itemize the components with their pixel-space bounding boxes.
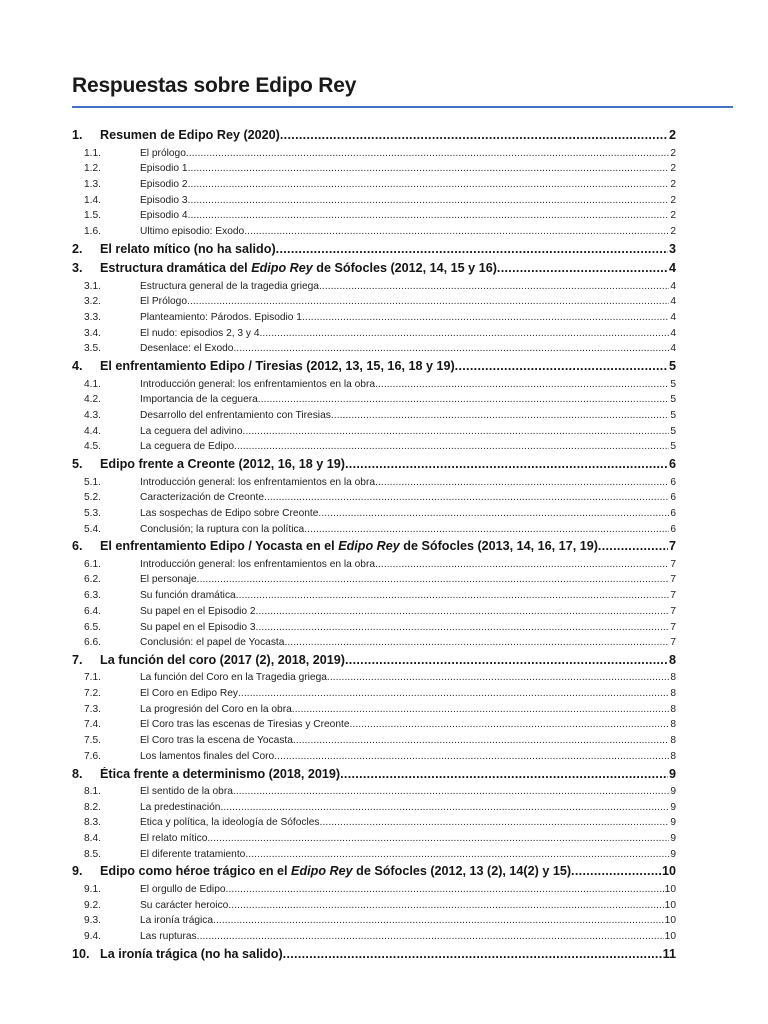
toc-page-number: 8 — [670, 735, 676, 747]
toc-entry-title: Ética frente a determinismo (2018, 2019) — [100, 766, 341, 781]
toc-entry-title — [100, 261, 497, 275]
toc-entry-title: Ética y política, la ideología de Sófocles — [140, 817, 320, 829]
toc-entry-title: Su función dramática — [140, 590, 236, 602]
toc-entry-number: 6.4. — [84, 605, 101, 617]
toc-entry-number: 1.2. — [84, 163, 101, 175]
toc-entry-number: 7.2. — [84, 688, 101, 700]
toc-dot-leader — [238, 688, 669, 699]
toc-page-number: 9 — [670, 817, 676, 829]
toc-page-number: 9 — [670, 786, 676, 797]
toc-subsection-link[interactable] — [72, 915, 676, 931]
toc-dot-leader — [234, 441, 669, 452]
toc-entry-number: 9. — [72, 864, 83, 879]
toc-subsection-link[interactable] — [72, 312, 676, 328]
toc-page-number: 4 — [670, 327, 676, 339]
toc-entry-title: Desenlace: el Éxodo — [140, 343, 234, 355]
toc-page-number: 9 — [670, 801, 676, 813]
toc-entry-title: Conclusión: el papel de Yocasta — [140, 637, 285, 649]
toc-subsection-link[interactable] — [72, 148, 676, 164]
toc-entry-number: 5.4. — [84, 523, 101, 535]
toc-dot-leader — [258, 394, 670, 405]
toc-entry-number: 8.5. — [84, 848, 101, 860]
toc-entry-title-italic: Edipo Rey — [338, 539, 400, 554]
toc-page-number: 4 — [670, 343, 676, 355]
toc-subsection-link[interactable] — [72, 735, 676, 751]
toc-dot-leader — [292, 704, 670, 715]
toc-entry-title: Estructura general de la tragedia griega — [140, 280, 319, 292]
toc-entry-title: Importancia de la ceguera — [140, 394, 258, 406]
toc-entry-number: 7.5. — [84, 735, 101, 747]
toc-dot-leader — [571, 864, 661, 878]
toc-entry-number: 8.4. — [84, 833, 101, 845]
toc-page-number: 4 — [670, 312, 676, 323]
toc-subsection-link[interactable] — [72, 751, 676, 767]
toc-page-number: 8 — [670, 750, 676, 762]
table-of-contents — [72, 128, 676, 966]
toc-dot-leader — [188, 195, 670, 206]
toc-subsection-link[interactable] — [72, 508, 676, 524]
toc-dot-leader — [260, 328, 670, 339]
toc-section-link[interactable] — [72, 767, 676, 787]
toc-dot-leader — [187, 296, 669, 307]
toc-entry-number: 4.3. — [84, 409, 101, 421]
toc-entry-number: 3. — [72, 261, 83, 276]
toc-dot-leader — [283, 947, 662, 961]
toc-dot-leader — [327, 672, 669, 683]
toc-dot-leader — [207, 833, 669, 844]
toc-page-number: 8 — [670, 672, 676, 684]
toc-page-number: 5 — [670, 378, 676, 390]
toc-entry-title: La ironía trágica — [140, 915, 214, 927]
toc-entry-number: 6. — [72, 539, 83, 554]
toc-entry-number: 6.3. — [84, 590, 101, 602]
toc-entry-title: Introducción general: los enfrentamientos en la obra — [140, 476, 376, 488]
toc-entry-title: Episodio 3 — [140, 194, 188, 206]
toc-subsection-link[interactable] — [72, 441, 676, 457]
toc-entry-title: El sentido de la obra — [140, 786, 233, 797]
toc-entry-number: 5.1. — [84, 476, 101, 488]
toc-dot-leader — [276, 242, 668, 256]
toc-dot-leader — [226, 884, 664, 895]
toc-entry-number: 1. — [72, 128, 83, 142]
toc-subsection-link[interactable] — [72, 379, 676, 395]
toc-page-number: 4 — [670, 296, 676, 308]
toc-entry-number: 5.2. — [84, 492, 101, 504]
toc-subsection-link[interactable] — [72, 559, 676, 575]
toc-page-number: 2 — [670, 210, 676, 222]
toc-subsection-link[interactable] — [72, 590, 676, 606]
toc-dot-leader — [213, 915, 664, 926]
toc-page-number: 5 — [670, 425, 676, 437]
toc-entry-title: Episodio 1 — [140, 163, 188, 175]
toc-page-number: 7 — [670, 637, 676, 649]
toc-entry-title: La función del Coro en la Tragedia griega — [140, 672, 327, 684]
toc-section-link[interactable] — [72, 457, 676, 477]
toc-entry-number: 6.6. — [84, 637, 101, 649]
toc-dot-leader — [274, 751, 669, 762]
toc-page-number: 8 — [668, 652, 676, 667]
toc-entry-number: 7.1. — [84, 672, 101, 684]
toc-subsection-link[interactable] — [72, 849, 676, 865]
toc-page-number: 5 — [670, 441, 676, 453]
toc-entry-number: 1.6. — [84, 225, 101, 237]
toc-page-number: 3 — [668, 241, 676, 256]
toc-dot-leader — [233, 343, 669, 354]
toc-section-link[interactable] — [72, 359, 676, 379]
toc-page-number: 11 — [662, 946, 676, 961]
toc-page-number: 8 — [670, 703, 676, 715]
toc-subsection-link[interactable] — [72, 802, 676, 818]
page-title: Respuestas sobre Edipo Rey — [72, 74, 357, 97]
toc-entry-number: 7. — [72, 652, 83, 667]
toc-dot-leader — [345, 653, 668, 667]
toc-section-link[interactable] — [72, 653, 676, 673]
toc-entry-number: 5. — [72, 457, 83, 471]
toc-dot-leader — [340, 767, 668, 781]
toc-dot-leader — [319, 281, 669, 292]
toc-subsection-link[interactable] — [72, 226, 676, 242]
toc-page-number: 6 — [670, 507, 676, 519]
toc-subsection-link[interactable] — [72, 704, 676, 720]
toc-entry-number: 9.1. — [84, 883, 101, 895]
toc-entry-title: El Coro en Edipo Rey — [140, 688, 238, 700]
toc-dot-leader — [197, 931, 664, 942]
toc-section-link[interactable] — [72, 864, 676, 884]
toc-section-link[interactable] — [72, 261, 676, 281]
toc-entry-number: 8.3. — [84, 817, 101, 829]
toc-dot-leader — [497, 261, 668, 275]
toc-entry-number: 10. — [72, 946, 90, 961]
toc-entry-title: Desarrollo del enfrentamiento con Tiresias — [140, 409, 331, 421]
toc-entry-title: Introducción general: los enfrentamientos en la obra — [140, 558, 376, 570]
toc-entry-title: La progresión del Coro en la obra — [140, 703, 292, 715]
toc-entry-title: El Prólogo — [140, 296, 188, 308]
toc-subsection-link[interactable] — [72, 296, 676, 312]
toc-subsection-link[interactable] — [72, 833, 676, 849]
toc-entry-title — [100, 864, 571, 878]
toc-subsection-link[interactable] — [72, 394, 676, 410]
toc-entry-title: Las rupturas — [140, 931, 197, 942]
toc-subsection-link[interactable] — [72, 163, 676, 179]
toc-dot-leader — [228, 900, 663, 911]
toc-dot-leader — [233, 786, 669, 797]
toc-dot-leader — [302, 312, 669, 323]
toc-dot-leader — [186, 148, 669, 159]
toc-page-number: 5 — [670, 409, 676, 421]
toc-entry-title: El enfrentamiento Edipo / Tiresias (2012, 13, 15, 16, 18 y 19) — [100, 359, 455, 374]
toc-subsection-link[interactable] — [72, 637, 676, 653]
toc-entry-title: Conclusión; la ruptura con la política — [140, 523, 305, 535]
toc-section-link[interactable] — [72, 539, 676, 559]
toc-entry-number: 6.5. — [84, 621, 101, 633]
toc-dot-leader — [345, 457, 668, 471]
toc-entry-title: El diferente tratamiento — [140, 848, 246, 860]
toc-page-number: 5 — [670, 394, 676, 406]
toc-page-number: 2 — [668, 128, 676, 142]
toc-entry-title: La predestinación — [140, 801, 221, 813]
toc-page-number: 6 — [670, 523, 676, 535]
toc-page-number: 9 — [670, 848, 676, 860]
toc-page-number: 9 — [670, 833, 676, 845]
toc-dot-leader — [244, 226, 669, 237]
toc-subsection-link[interactable] — [72, 719, 676, 735]
toc-entry-number: 5.3. — [84, 507, 101, 519]
toc-dot-leader — [375, 477, 669, 488]
toc-entry-title: Último episodio: Éxodo — [140, 225, 245, 237]
toc-entry-title-italic: Edipo Rey — [291, 864, 353, 879]
toc-subsection-link[interactable] — [72, 343, 676, 359]
toc-entry-number: 1.1. — [84, 147, 101, 159]
toc-page-number: 5 — [668, 359, 676, 374]
toc-entry-title: La ironía trágica (no ha salido) — [100, 946, 283, 961]
toc-page-number: 2 — [670, 225, 676, 237]
toc-subsection-link[interactable] — [72, 281, 676, 297]
toc-entry-number: 4. — [72, 359, 83, 374]
toc-entry-title: Episodio 2 — [140, 178, 188, 190]
toc-entry-title — [100, 539, 598, 553]
toc-entry-title: Su papel en el Episodio 2 — [140, 605, 256, 617]
toc-subsection-link[interactable] — [72, 426, 676, 442]
toc-entry-title: El Coro tras las escenas de Tiresias y Creonte — [140, 719, 350, 731]
toc-subsection-link[interactable] — [72, 884, 676, 900]
toc-entry-title: Caracterización de Creonte — [140, 492, 265, 504]
toc-entry-number: 3.4. — [84, 327, 101, 339]
toc-entry-number: 9.2. — [84, 899, 101, 911]
toc-dot-leader — [188, 210, 670, 221]
toc-entry-title: Los lamentos finales del Coro — [140, 750, 275, 762]
toc-entry-title: Resumen de Edipo Rey (2020) — [100, 128, 280, 142]
toc-entry-number: 7.6. — [84, 750, 101, 762]
toc-subsection-link[interactable] — [72, 574, 676, 590]
toc-entry-number: 9.3. — [84, 915, 101, 927]
toc-dot-leader — [284, 637, 669, 648]
toc-dot-leader — [331, 410, 670, 421]
toc-entry-title: Edipo frente a Creonte (2012, 16, 18 y 19) — [100, 457, 345, 471]
toc-subsection-link[interactable] — [72, 477, 676, 493]
toc-entry-number: 2. — [72, 241, 83, 256]
toc-entry-title: El Coro tras la escena de Yocasta — [140, 735, 293, 747]
toc-page-number: 4 — [668, 261, 676, 276]
toc-page-number: 7 — [668, 539, 676, 554]
toc-dot-leader — [236, 590, 670, 601]
toc-dot-leader — [598, 539, 668, 553]
toc-dot-leader — [375, 559, 669, 570]
toc-entry-title: Episodio 4 — [140, 210, 188, 222]
toc-page-number: 7 — [670, 605, 676, 617]
toc-entry-number: 3.2. — [84, 296, 101, 308]
toc-subsection-link[interactable] — [72, 931, 676, 947]
toc-entry-title: El orgullo de Edipo — [140, 883, 226, 895]
toc-entry-title-part: de Sófocles (2012, 14, 15 y 16) — [312, 261, 497, 276]
toc-page-number: 9 — [668, 766, 676, 781]
toc-dot-leader — [256, 622, 670, 633]
toc-page-number: 10 — [664, 899, 676, 911]
toc-entry-title: El nudo: episodios 2, 3 y 4 — [140, 327, 260, 339]
toc-page-number: 7 — [670, 574, 676, 586]
toc-page-number: 10 — [664, 931, 676, 942]
toc-subsection-link[interactable] — [72, 210, 676, 226]
toc-dot-leader — [245, 849, 669, 860]
toc-entry-title: La ceguera de Edipo — [140, 441, 235, 453]
toc-page-number: 2 — [670, 163, 676, 175]
toc-dot-leader — [256, 606, 670, 617]
toc-section-link[interactable] — [72, 128, 676, 148]
toc-entry-title: Su carácter heroico — [140, 899, 229, 911]
toc-entry-number: 1.3. — [84, 178, 101, 190]
toc-dot-leader — [188, 179, 670, 190]
toc-page-number: 6 — [670, 476, 676, 488]
toc-subsection-link[interactable] — [72, 410, 676, 426]
toc-dot-leader — [243, 426, 670, 437]
toc-page-number: 6 — [668, 457, 676, 471]
toc-dot-leader — [304, 524, 669, 535]
toc-entry-title: El personaje — [140, 574, 197, 586]
toc-page-number: 6 — [670, 492, 676, 504]
toc-entry-title-part: Edipo como héroe trágico en el — [100, 864, 292, 879]
toc-entry-title: Introducción general: los enfrentamientos en la obra — [140, 378, 376, 390]
toc-dot-leader — [264, 492, 669, 503]
toc-entry-number: 4.2. — [84, 394, 101, 406]
toc-page-number: 8 — [670, 719, 676, 731]
toc-subsection-link[interactable] — [72, 900, 676, 916]
toc-entry-number: 1.4. — [84, 194, 101, 206]
toc-entry-number: 1.5. — [84, 210, 101, 222]
toc-dot-leader — [455, 359, 668, 373]
toc-page-number: 10 — [664, 915, 676, 927]
toc-entry-number: 9.4. — [84, 931, 101, 942]
toc-dot-leader — [293, 735, 669, 746]
toc-page-number: 2 — [670, 147, 676, 159]
toc-entry-title: El prólogo — [140, 147, 186, 159]
toc-subsection-link[interactable] — [72, 328, 676, 344]
toc-entry-title: El relato mítico — [140, 833, 208, 845]
toc-entry-number: 8.1. — [84, 786, 101, 797]
toc-entry-number: 4.1. — [84, 378, 101, 390]
toc-dot-leader — [375, 379, 669, 390]
toc-subsection-link[interactable] — [72, 688, 676, 704]
toc-entry-title-part: El enfrentamiento Edipo / Yocasta en el — [100, 539, 339, 554]
toc-dot-leader — [280, 128, 668, 142]
toc-entry-number: 4.5. — [84, 441, 101, 453]
title-divider — [72, 106, 733, 108]
toc-entry-title: Planteamiento: Párodos. Episodio 1 — [140, 312, 302, 323]
toc-dot-leader — [197, 574, 670, 585]
toc-dot-leader — [188, 163, 670, 174]
toc-subsection-link[interactable] — [72, 672, 676, 688]
toc-dot-leader — [350, 719, 670, 730]
toc-entry-title-part: de Sófocles (2012, 13 (2), 14(2) y 15) — [352, 864, 572, 879]
toc-page-number: 2 — [670, 194, 676, 206]
toc-entry-number: 3.5. — [84, 343, 101, 355]
toc-page-number: 7 — [670, 590, 676, 602]
toc-page-number: 10 — [664, 883, 676, 895]
toc-entry-title-part: de Sófocles (2013, 14, 16, 17, 19) — [399, 539, 598, 554]
toc-page-number: 7 — [670, 558, 676, 570]
toc-entry-number: 6.2. — [84, 574, 101, 586]
toc-subsection-link[interactable] — [72, 817, 676, 833]
toc-page-number: 8 — [670, 688, 676, 700]
toc-section-link[interactable] — [72, 947, 676, 967]
toc-page-number: 10 — [661, 864, 676, 879]
toc-page-number: 7 — [670, 621, 676, 633]
toc-entry-title: Su papel en el Episodio 3 — [140, 621, 256, 633]
toc-subsection-link[interactable] — [72, 524, 676, 540]
toc-entry-title: El relato mítico (no ha salido) — [100, 241, 276, 256]
toc-entry-title: La ceguera del adivino — [140, 425, 243, 437]
toc-entry-title: La función del coro (2017 (2), 2018, 2019) — [100, 652, 345, 667]
toc-entry-number: 4.4. — [84, 425, 101, 437]
toc-subsection-link[interactable] — [72, 786, 676, 802]
toc-subsection-link[interactable] — [72, 492, 676, 508]
toc-dot-leader — [318, 508, 669, 519]
toc-subsection-link[interactable] — [72, 195, 676, 211]
toc-section-link[interactable] — [72, 242, 676, 262]
toc-subsection-link[interactable] — [72, 606, 676, 622]
toc-entry-number: 3.3. — [84, 312, 101, 323]
toc-entry-number: 7.3. — [84, 703, 101, 715]
toc-page-number: 4 — [670, 280, 676, 292]
toc-subsection-link[interactable] — [72, 179, 676, 195]
toc-dot-leader — [320, 817, 670, 828]
toc-entry-number: 8.2. — [84, 801, 101, 813]
toc-entry-title-italic: Edipo Rey — [251, 261, 313, 276]
toc-entry-title: Las sospechas de Edipo sobre Creonte — [140, 507, 319, 519]
toc-entry-number: 7.4. — [84, 719, 101, 731]
toc-entry-title-part: Estructura dramática del — [100, 261, 252, 276]
toc-entry-number: 3.1. — [84, 280, 101, 292]
toc-entry-number: 6.1. — [84, 558, 101, 570]
toc-entry-number: 8. — [72, 766, 83, 781]
toc-subsection-link[interactable] — [72, 622, 676, 638]
toc-dot-leader — [220, 802, 669, 813]
toc-page-number: 2 — [670, 178, 676, 190]
